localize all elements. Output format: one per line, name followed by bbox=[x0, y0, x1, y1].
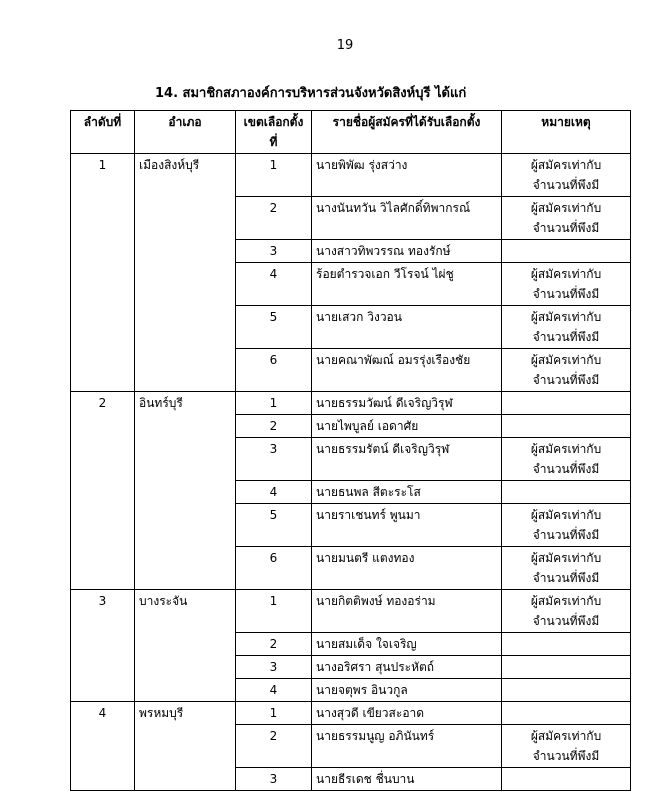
zone-cell: 1 bbox=[236, 590, 312, 633]
remark-line-1: ผู้สมัครเท่ากับ bbox=[530, 201, 602, 215]
page-number: 19 bbox=[336, 38, 354, 53]
section-title: 14. สมาชิกสภาองค์การบริหารส่วนจังหวัดสิงห์บุรี ได้แก่ bbox=[155, 86, 467, 101]
candidate-name-cell: นายมนตรี แตงทอง bbox=[312, 547, 502, 590]
candidate-name-cell: นายสมเด็จ ใจเจริญ bbox=[312, 633, 502, 656]
remark-cell bbox=[502, 702, 631, 725]
candidate-name-cell: นายไพบูลย์ เอดาศัย bbox=[312, 415, 502, 438]
zone-cell: 6 bbox=[236, 547, 312, 590]
order-number-cell: 2 bbox=[71, 392, 135, 590]
remark-line-1: ผู้สมัครเท่ากับ bbox=[530, 594, 602, 608]
district-cell: พรหมบุรี bbox=[135, 702, 236, 791]
remark-line-2: จำนวนที่พึงมี bbox=[532, 178, 600, 192]
remark-line-2: จำนวนที่พึงมี bbox=[532, 571, 600, 585]
remark-line-1: ผู้สมัครเท่ากับ bbox=[530, 442, 602, 456]
district-cell: บางระจัน bbox=[135, 590, 236, 702]
zone-cell: 1 bbox=[236, 154, 312, 197]
remark-cell bbox=[502, 263, 631, 306]
zone-cell: 4 bbox=[236, 481, 312, 504]
zone-cell: 2 bbox=[236, 633, 312, 656]
remark-cell bbox=[502, 349, 631, 392]
table-row bbox=[71, 590, 631, 633]
zone-cell: 3 bbox=[236, 438, 312, 481]
remark-cell bbox=[502, 481, 631, 504]
district-cell: อินทร์บุรี bbox=[135, 392, 236, 590]
candidate-name-cell: นางสาวทิพวรรณ ทองรักษ์ bbox=[312, 240, 502, 263]
remark-line-2: จำนวนที่พึงมี bbox=[532, 373, 600, 387]
table-row bbox=[71, 702, 631, 725]
zone-cell: 6 bbox=[236, 349, 312, 392]
remark-line-2: จำนวนที่พึงมี bbox=[532, 330, 600, 344]
order-number-cell: 4 bbox=[71, 702, 135, 791]
zone-cell: 5 bbox=[236, 306, 312, 349]
remark-line-1: ผู้สมัครเท่ากับ bbox=[530, 310, 602, 324]
remark-line-2: จำนวนที่พึงมี bbox=[532, 749, 600, 763]
order-number-cell: 1 bbox=[71, 154, 135, 392]
candidate-name-cell: นายธนพล สีตะระโส bbox=[312, 481, 502, 504]
candidate-name-cell: นายกิตติพงษ์ ทองอร่าม bbox=[312, 590, 502, 633]
remark-cell bbox=[502, 240, 631, 263]
candidate-name-cell: นายคณาพัฒณ์ อมรรุ่งเรืองชัย bbox=[312, 349, 502, 392]
remark-cell bbox=[502, 633, 631, 656]
remark-line-1: ผู้สมัครเท่ากับ bbox=[530, 729, 602, 743]
remark-cell bbox=[502, 306, 631, 349]
zone-cell: 1 bbox=[236, 392, 312, 415]
members-table bbox=[70, 110, 631, 791]
candidate-name-cell: นางอริศรา สุนประหัตถ์ bbox=[312, 656, 502, 679]
remark-cell bbox=[502, 415, 631, 438]
order-number-cell: 3 bbox=[71, 590, 135, 702]
zone-cell: 1 bbox=[236, 702, 312, 725]
remark-cell bbox=[502, 438, 631, 481]
zone-cell: 2 bbox=[236, 725, 312, 768]
zone-cell: 4 bbox=[236, 679, 312, 702]
remark-cell bbox=[502, 547, 631, 590]
remark-line-1: ผู้สมัครเท่ากับ bbox=[530, 158, 602, 172]
zone-cell: 2 bbox=[236, 197, 312, 240]
header-note: หมายเหตุ bbox=[502, 111, 631, 154]
candidate-name-cell: ร้อยตำรวจเอก วีโรจน์ ไผ่ชู bbox=[312, 263, 502, 306]
remark-line-2: จำนวนที่พึงมี bbox=[532, 221, 600, 235]
remark-line-2: จำนวนที่พึงมี bbox=[532, 287, 600, 301]
remark-cell bbox=[502, 656, 631, 679]
remark-cell bbox=[502, 590, 631, 633]
candidate-name-cell: นายเสวก วิงวอน bbox=[312, 306, 502, 349]
remark-line-1: ผู้สมัครเท่ากับ bbox=[530, 508, 602, 522]
table-body bbox=[71, 154, 631, 791]
candidate-name-cell: นายธีรเดช ชื่นบาน bbox=[312, 768, 502, 791]
zone-cell: 3 bbox=[236, 768, 312, 791]
candidate-name-cell: นายพิพัฒ รุ่งสว่าง bbox=[312, 154, 502, 197]
zone-cell: 3 bbox=[236, 240, 312, 263]
header-order: ลำดับที่ bbox=[71, 111, 135, 154]
remark-cell bbox=[502, 725, 631, 768]
remark-cell bbox=[502, 679, 631, 702]
remark-cell bbox=[502, 392, 631, 415]
zone-cell: 5 bbox=[236, 504, 312, 547]
header-name: รายชื่อผู้สมัครที่ได้รับเลือกตั้ง bbox=[312, 111, 502, 154]
candidate-name-cell: นายธรรมวัฒน์ ดีเจริญวิรุฬ bbox=[312, 392, 502, 415]
remark-cell bbox=[502, 768, 631, 791]
remark-line-2: จำนวนที่พึงมี bbox=[532, 614, 600, 628]
candidate-name-cell: นางนันทวัน วิไลศักดิ์ทิพากรณ์ bbox=[312, 197, 502, 240]
table-row bbox=[71, 154, 631, 197]
zone-cell: 3 bbox=[236, 656, 312, 679]
header-zone: เขตเลือกตั้งที่ bbox=[236, 111, 312, 154]
candidate-name-cell: นางสุวดี เขียวสะอาด bbox=[312, 702, 502, 725]
remark-cell bbox=[502, 154, 631, 197]
candidate-name-cell: นายราเชนทร์ พูนมา bbox=[312, 504, 502, 547]
candidate-name-cell: นายจตุพร อินวกูล bbox=[312, 679, 502, 702]
table-row bbox=[71, 392, 631, 415]
remark-cell bbox=[502, 504, 631, 547]
zone-cell: 2 bbox=[236, 415, 312, 438]
district-cell: เมืองสิงห์บุรี bbox=[135, 154, 236, 392]
header-district: อำเภอ bbox=[135, 111, 236, 154]
remark-cell bbox=[502, 197, 631, 240]
remark-line-1: ผู้สมัครเท่ากับ bbox=[530, 267, 602, 281]
remark-line-1: ผู้สมัครเท่ากับ bbox=[530, 353, 602, 367]
remark-line-1: ผู้สมัครเท่ากับ bbox=[530, 551, 602, 565]
remark-line-2: จำนวนที่พึงมี bbox=[532, 528, 600, 542]
zone-cell: 4 bbox=[236, 263, 312, 306]
candidate-name-cell: นายธรรมรัตน์ ดีเจริญวิรุฬ bbox=[312, 438, 502, 481]
remark-line-2: จำนวนที่พึงมี bbox=[532, 462, 600, 476]
candidate-name-cell: นายธรรมนูญ อภินันทร์ bbox=[312, 725, 502, 768]
table-header-row bbox=[71, 111, 631, 154]
